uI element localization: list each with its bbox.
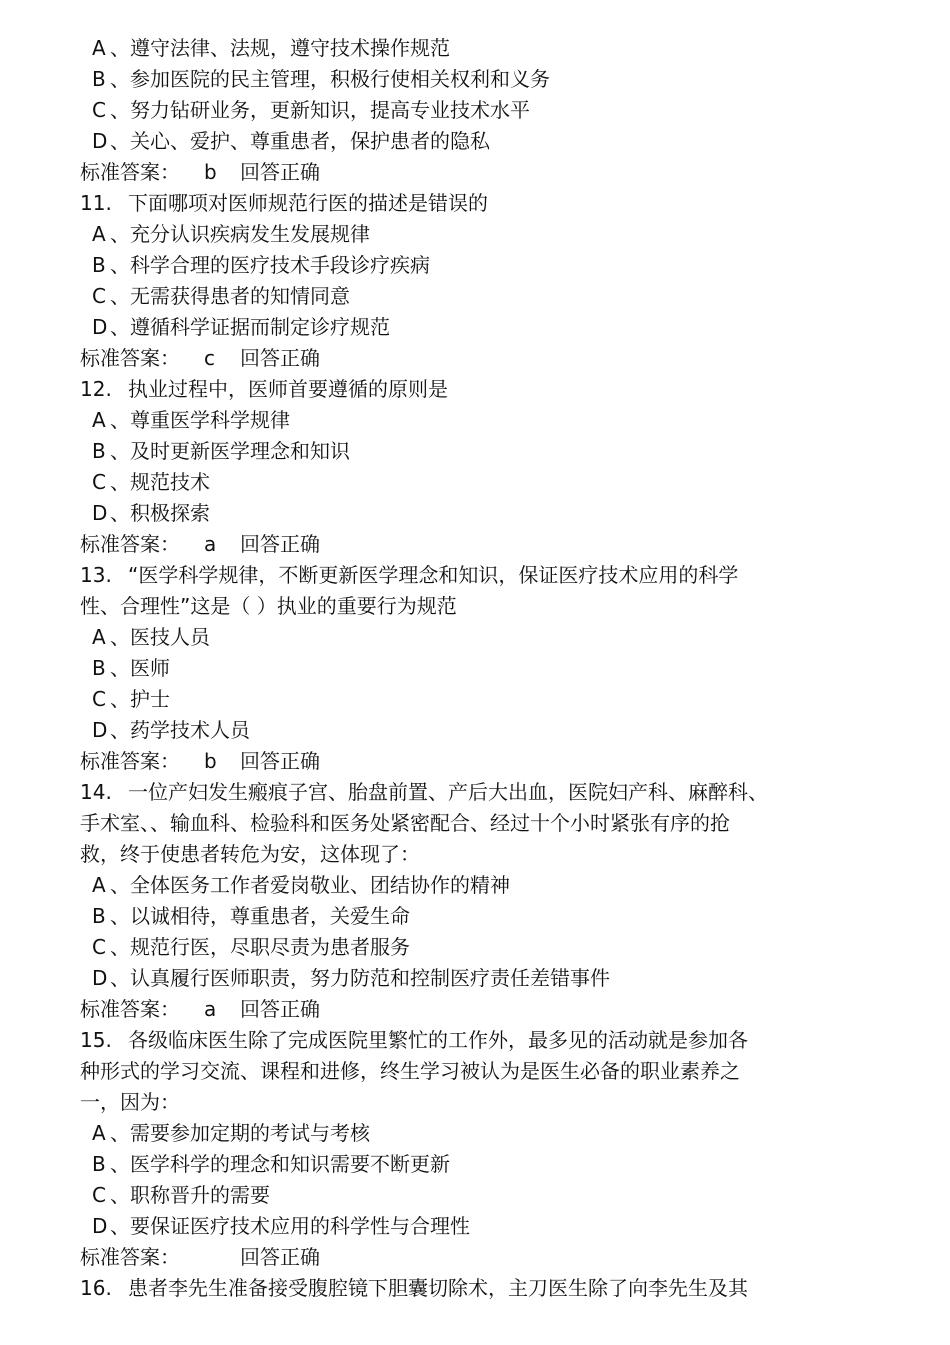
- question-line: [80, 777, 840, 808]
- answer-result: 回答正确: [240, 346, 320, 370]
- answer-option: [80, 653, 840, 684]
- answer-option: [80, 870, 840, 901]
- answer-option: [80, 932, 840, 963]
- question-line: [80, 188, 840, 219]
- answer-result: 回答正确: [240, 1245, 320, 1269]
- option-letter: C: [92, 98, 106, 122]
- standard-answer: [80, 343, 840, 374]
- option-letter: D: [92, 718, 108, 742]
- option-text: 、科学合理的医疗技术手段诊疗疾病: [110, 253, 430, 277]
- answer-result: 回答正确: [240, 160, 320, 184]
- answer-option: [80, 715, 840, 746]
- standard-answer: [80, 994, 840, 1025]
- answer-option: [80, 467, 840, 498]
- answer-option: [80, 95, 840, 126]
- option-text: 、护士: [110, 687, 170, 711]
- option-text: 、尊重医学科学规律: [110, 408, 290, 432]
- question-text: 一位产妇发生瘢痕子宫、胎盘前置、产后大出血，医院妇产科、麻醉科、: [128, 780, 768, 804]
- answer-option: [80, 436, 840, 467]
- option-letter: A: [92, 408, 106, 432]
- option-letter: B: [92, 67, 106, 91]
- answer-option: [80, 1180, 840, 1211]
- standard-answer: [80, 529, 840, 560]
- option-text: 、认真履行医师职责，努力防范和控制医疗责任差错事件: [110, 966, 610, 990]
- answer-value: b: [204, 160, 217, 184]
- answer-option: [80, 1149, 840, 1180]
- answer-label: 标准答案：: [80, 1245, 180, 1269]
- answer-option: [80, 219, 840, 250]
- option-letter: A: [92, 1121, 106, 1145]
- question-text: 救，终于使患者转危为安，这体现了：: [80, 842, 420, 866]
- option-letter: D: [92, 315, 108, 339]
- option-text: 、及时更新医学理念和知识: [110, 439, 350, 463]
- question-text: 执业过程中，医师首要遵循的原则是: [128, 377, 448, 401]
- option-text: 、规范技术: [110, 470, 210, 494]
- option-text: 、无需获得患者的知情同意: [110, 284, 350, 308]
- option-text: 、遵循科学证据而制定诊疗规范: [110, 315, 390, 339]
- question-line: [80, 1273, 840, 1304]
- answer-value: c: [204, 346, 215, 370]
- question-number: 11.: [80, 191, 112, 215]
- option-text: 、遵守法律、法规，遵守技术操作规范: [110, 36, 450, 60]
- option-letter: C: [92, 1183, 106, 1207]
- answer-option: [80, 1118, 840, 1149]
- answer-option: [80, 622, 840, 653]
- answer-option: [80, 33, 840, 64]
- question-text: 患者李先生准备接受腹腔镜下胆囊切除术，主刀医生除了向李先生及其: [128, 1276, 748, 1300]
- option-letter: B: [92, 656, 106, 680]
- answer-option: [80, 684, 840, 715]
- option-letter: B: [92, 904, 106, 928]
- answer-label: 标准答案：: [80, 997, 180, 1021]
- option-letter: D: [92, 129, 108, 153]
- answer-option: [80, 963, 840, 994]
- answer-value: a: [204, 532, 217, 556]
- answer-option: [80, 1211, 840, 1242]
- question-continuation: [80, 1087, 840, 1118]
- answer-result: 回答正确: [240, 749, 320, 773]
- answer-option: [80, 281, 840, 312]
- option-text: 、参加医院的民主管理，积极行使相关权利和义务: [110, 67, 550, 91]
- option-text: 、关心、爱护、尊重患者，保护患者的隐私: [110, 129, 490, 153]
- answer-option: [80, 901, 840, 932]
- option-letter: C: [92, 470, 106, 494]
- answer-label: 标准答案：: [80, 160, 180, 184]
- option-letter: D: [92, 1214, 108, 1238]
- standard-answer: [80, 157, 840, 188]
- option-text: 、需要参加定期的考试与考核: [110, 1121, 370, 1145]
- standard-answer: [80, 746, 840, 777]
- question-text: 下面哪项对医师规范行医的描述是错误的: [128, 191, 488, 215]
- answer-value: b: [204, 749, 217, 773]
- answer-option: [80, 250, 840, 281]
- answer-label: 标准答案：: [80, 532, 180, 556]
- option-text: 、医技人员: [110, 625, 210, 649]
- option-letter: A: [92, 873, 106, 897]
- option-text: 、医师: [110, 656, 170, 680]
- answer-result: 回答正确: [240, 997, 320, 1021]
- question-text: 性、合理性”这是（ ）执业的重要行为规范: [80, 594, 457, 618]
- question-number: 15.: [80, 1028, 112, 1052]
- question-continuation: [80, 1056, 840, 1087]
- question-number: 16.: [80, 1276, 112, 1300]
- answer-label: 标准答案：: [80, 749, 180, 773]
- question-text: 各级临床医生除了完成医院里繁忙的工作外，最多见的活动就是参加各: [128, 1028, 748, 1052]
- question-text: 种形式的学习交流、课程和进修，终生学习被认为是医生必备的职业素养之: [80, 1059, 740, 1083]
- question-text: “医学科学规律，不断更新医学理念和知识，保证医疗技术应用的科学: [128, 563, 739, 587]
- option-letter: C: [92, 687, 106, 711]
- question-continuation: [80, 808, 840, 839]
- option-text: 、规范行医，尽职尽责为患者服务: [110, 935, 410, 959]
- option-letter: A: [92, 222, 106, 246]
- option-letter: D: [92, 966, 108, 990]
- standard-answer: [80, 1242, 840, 1273]
- option-text: 、药学技术人员: [110, 718, 250, 742]
- option-text: 、职称晋升的需要: [110, 1183, 270, 1207]
- option-text: 、医学科学的理念和知识需要不断更新: [110, 1152, 450, 1176]
- answer-label: 标准答案：: [80, 346, 180, 370]
- question-number: 13.: [80, 563, 112, 587]
- option-letter: A: [92, 36, 106, 60]
- option-text: 、要保证医疗技术应用的科学性与合理性: [110, 1214, 470, 1238]
- option-letter: A: [92, 625, 106, 649]
- option-letter: B: [92, 253, 106, 277]
- document-page: [80, 33, 840, 1304]
- option-letter: B: [92, 1152, 106, 1176]
- answer-option: [80, 405, 840, 436]
- question-line: [80, 1025, 840, 1056]
- answer-option: [80, 126, 840, 157]
- question-continuation: [80, 839, 840, 870]
- option-text: 、积极探索: [110, 501, 210, 525]
- question-number: 14.: [80, 780, 112, 804]
- answer-result: 回答正确: [240, 532, 320, 556]
- option-letter: D: [92, 501, 108, 525]
- option-text: 、充分认识疾病发生发展规律: [110, 222, 370, 246]
- question-text: 手术室、、输血科、检验科和医务处紧密配合、经过十个小时紧张有序的抢: [80, 811, 730, 835]
- option-letter: C: [92, 935, 106, 959]
- option-letter: B: [92, 439, 106, 463]
- question-line: [80, 560, 840, 591]
- question-number: 12.: [80, 377, 112, 401]
- question-continuation: [80, 591, 840, 622]
- option-text: 、以诚相待，尊重患者，关爱生命: [110, 904, 410, 928]
- option-letter: C: [92, 284, 106, 308]
- question-text: 一，因为：: [80, 1090, 180, 1114]
- option-text: 、努力钻研业务，更新知识，提高专业技术水平: [110, 98, 530, 122]
- option-text: 、全体医务工作者爱岗敬业、团结协作的精神: [110, 873, 510, 897]
- question-line: [80, 374, 840, 405]
- answer-value: a: [204, 997, 217, 1021]
- answer-option: [80, 498, 840, 529]
- answer-option: [80, 64, 840, 95]
- answer-option: [80, 312, 840, 343]
